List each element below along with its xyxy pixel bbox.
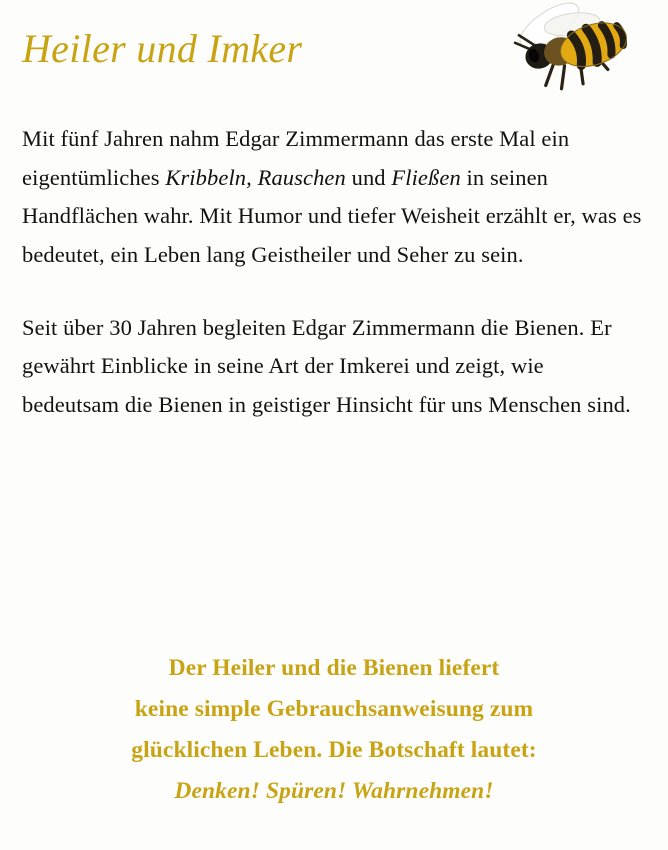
page-title: Heiler und Imker: [22, 26, 303, 71]
pullquote-line-3: glücklichen Leben. Die Botschaft lautet:: [131, 736, 537, 763]
body-text-run: und: [345, 164, 392, 190]
pullquote: [22, 648, 646, 812]
emphasis-text: Kribbeln, Rauschen: [165, 164, 346, 190]
emphasis-text: Fließen: [391, 164, 461, 190]
pullquote-line-2: keine simple Gebrauchsanweisung zum: [134, 695, 534, 722]
body-text-run: Seit über 30 Jahren begleiten Edgar Zimmermann die Bienen. Er gewährt Einblicke in seine Art der Imkerei und zeigt, wie bedeutsam die Bienen in geistiger Hinsicht für uns Menschen sind.: [22, 314, 631, 418]
pullquote-line-1: Der Heiler und die Bienen liefert: [168, 655, 500, 681]
paragraph-2: [22, 309, 642, 425]
pullquote-line-4: Denken! Spüren! Wahrnehmen!: [174, 777, 494, 804]
paragraph-1: [22, 120, 642, 275]
body-text: [22, 120, 646, 425]
body-text-run: in seinen Handflächen wahr. Mit Humor und tiefer Weisheit erzählt er, was es bedeutet, ein Leben lang Geistheiler und Seher zu sein.: [22, 164, 642, 268]
body-text-run: Mit fünf Jahren nahm Edgar Zimmermann das erste Mal ein eigentümliches: [22, 126, 570, 190]
